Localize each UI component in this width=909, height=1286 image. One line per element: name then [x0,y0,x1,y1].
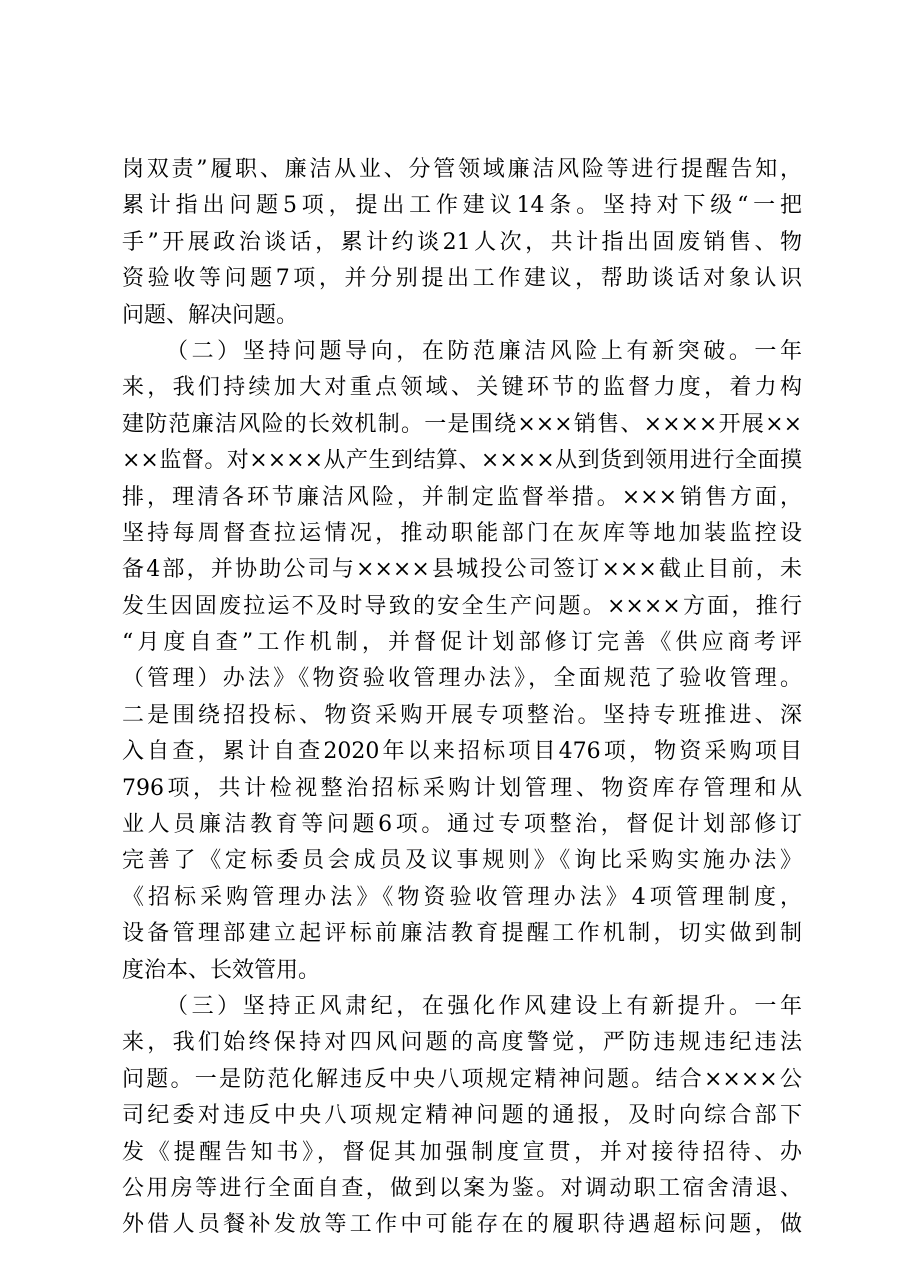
text-line: 度治本、长效管用。 [122,957,321,983]
text-line: 问题、解决问题。 [122,302,299,328]
text-line: 796项，共计检视整治招标采购计划管理、物资库存管理和从 [122,775,802,801]
text-line: 入自查，累计自查2020年以来招标项目476项，物资采购项目 [122,739,802,765]
text-line: 备4部，并协助公司与××××县城投公司签订×××截止目前，未 [122,557,802,583]
text-line: 完善了《定标委员会成员及议事规则》《询比采购实施办法》 [122,848,802,874]
text-line: 坚持每周督查拉运情况，推动职能部门在灰库等地加装监控设 [122,520,802,546]
text-line: 排，理清各环节廉洁风险，并制定监督举措。×××销售方面， [122,484,802,510]
section-heading-line: （二）坚持问题导向，在防范廉洁风险上有新突破。一年 [166,338,802,364]
text-line: 手”开展政治谈话，累计约谈21人次，共计指出固废销售、物 [122,229,802,255]
text-line: 业人员廉洁教育等问题6项。通过专项整治，督促计划部修订 [122,812,802,838]
text-line: 司纪委对违反中央八项规定精神问题的通报，及时向综合部下 [122,1103,802,1129]
text-line: 公用房等进行全面自查，做到以案为鉴。对调动职工宿舍清退、 [122,1175,802,1201]
text-line: 《招标采购管理办法》《物资验收管理办法》4项管理制度， [122,884,802,910]
text-line: 建防范廉洁风险的长效机制。一是围绕×××销售、××××开展×× [122,411,802,437]
body-text [122,152,802,1244]
text-line: 发《提醒告知书》，督促其加强制度宣贯，并对接待招待、办 [122,1139,802,1165]
text-line: “月度自查”工作机制，并督促计划部修订完善《供应商考评 [122,630,802,656]
text-line: ××监督。对××××从产生到结算、××××从到货到领用进行全面摸 [122,448,802,474]
text-line: 发生因固废拉运不及时导致的安全生产问题。××××方面，推行 [122,593,802,619]
text-line: （管理）办法》《物资验收管理办法》，全面规范了验收管理。 [122,666,802,692]
text-line: 问题。一是防范化解违反中央八项规定精神问题。结合××××公 [122,1066,802,1092]
text-line: 设备管理部建立起评标前廉洁教育提醒工作机制，切实做到制 [122,921,802,947]
text-line: 二是围绕招投标、物资采购开展专项整治。坚持专班推进、深 [122,702,802,728]
text-line: 累计指出问题5项，提出工作建议14条。坚持对下级“一把 [122,193,802,219]
text-line: 资验收等问题7项，并分别提出工作建议，帮助谈话对象认识 [122,266,802,292]
section-heading-line: （三）坚持正风肃纪，在强化作风建设上有新提升。一年 [166,993,802,1019]
text-line: 外借人员餐补发放等工作中可能存在的履职待遇超标问题，做 [122,1212,802,1238]
text-line: 来，我们持续加大对重点领域、关键环节的监督力度，着力构 [122,375,802,401]
text-line: 岗双责”履职、廉洁从业、分管领域廉洁风险等进行提醒告知， [122,157,802,182]
text-line: 来，我们始终保持对四风问题的高度警觉，严防违规违纪违法 [122,1030,802,1056]
